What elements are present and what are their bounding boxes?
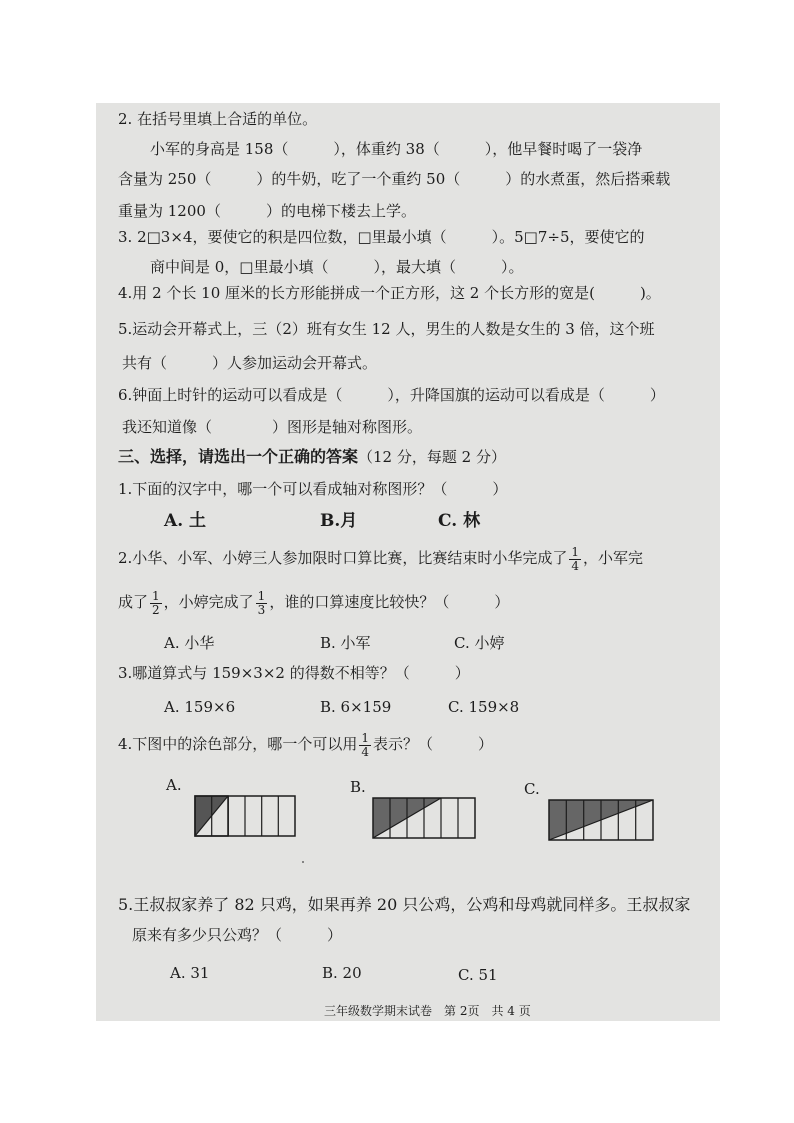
c4-question (118, 729, 493, 759)
c3-option-b: B. 6×159 (320, 698, 392, 716)
c2-fraction-3-numerator: 1 (257, 588, 266, 603)
c5-option-b: B. 20 (322, 964, 362, 982)
q2-line-1: 小军的身高是 158（ ），体重约 38（ ），他早餐时喝了一袋净 (150, 140, 643, 158)
exam-page (96, 103, 720, 1021)
c2-option-a: A. 小华 (164, 634, 215, 652)
c2-text-c: 成了 (118, 593, 149, 611)
speck (302, 861, 304, 863)
q2-title: 2. 在括号里填上合适的单位。 (118, 110, 318, 128)
c3-question: 3.哪道算式与 159×3×2 的得数不相等？（ ） (118, 664, 470, 682)
c2-fraction-3 (256, 590, 268, 617)
c2-question-line-1 (118, 543, 643, 573)
c4-figure-b (372, 797, 478, 839)
c4-fraction-denominator: 4 (361, 744, 369, 759)
section-3-score: （12 分，每题 2 分） (358, 448, 506, 466)
q5-line-1: 5.运动会开幕式上，三（2）班有女生 12 人，男生的人数是女生的 3 倍，这个班 (118, 320, 655, 338)
c2-text-a: 2.小华、小军、小婷三人参加限时口算比赛，比赛结束时小华完成了 (118, 549, 568, 567)
c2-text-b: ，小军完 (582, 549, 643, 567)
c2-fraction-1-numerator: 1 (571, 544, 579, 559)
c2-fraction-1 (569, 546, 581, 573)
c5-option-c: C. 51 (458, 966, 498, 984)
c1-option-b: B.月 (320, 511, 358, 531)
c4-text-a: 4.下图中的涂色部分，哪一个可以用 (118, 735, 358, 753)
page-footer: 三年级数学期末试卷 第 2页 共 4 页 (324, 1004, 531, 1018)
c5-option-a: A. 31 (170, 964, 210, 982)
c2-fraction-1-denominator: 4 (571, 558, 579, 573)
section-3-title: 三、选择，请选出一个正确的答案 (118, 447, 359, 466)
c4-text-b: 表示？（ ） (372, 735, 493, 753)
c4-option-b-label: B. (350, 778, 366, 796)
c2-fraction-3-denominator: 3 (257, 602, 266, 617)
q2-line-3: 重量为 1200（ ）的电梯下楼去上学。 (118, 202, 416, 220)
c2-question-line-2 (118, 587, 509, 617)
c1-option-a: A. 土 (164, 511, 207, 531)
c2-fraction-2 (150, 590, 162, 617)
c5-line-1: 5.王叔叔家养了 82 只鸡，如果再养 20 只公鸡，公鸡和母鸡就同样多。王叔叔家 (118, 895, 691, 914)
c4-option-a-label: A. (166, 776, 182, 794)
q3-line-2: 商中间是 0，□里最小填（ ），最大填（ ）。 (150, 258, 524, 276)
q6-line-1: 6.钟面上时针的运动可以看成是（ ），升降国旗的运动可以看成是（ ） (118, 386, 665, 404)
c4-fraction (359, 732, 371, 759)
c4-option-c-label: C. (524, 780, 540, 798)
c2-fraction-2-denominator: 2 (152, 602, 160, 617)
c3-option-c: C. 159×8 (448, 698, 520, 716)
q4-line-1: 4.用 2 个长 10 厘米的长方形能拼成一个正方形，这 2 个长方形的宽是( )。 (118, 284, 661, 302)
q2-line-2: 含量为 250（ ）的牛奶，吃了一个重约 50（ ）的水煮蛋，然后搭乘载 (118, 170, 671, 188)
c2-fraction-2-numerator: 1 (152, 588, 160, 603)
c1-question: 1.下面的汉字中，哪一个可以看成轴对称图形？（ ） (118, 480, 508, 498)
c4-figure-c (548, 799, 656, 841)
section-3-heading (118, 447, 506, 467)
c5-line-2: 原来有多少只公鸡？（ ） (132, 926, 343, 944)
c2-text-e: ，谁的口算速度比较快？（ ） (269, 593, 510, 611)
q5-line-2: 共有（ ）人参加运动会开幕式。 (122, 354, 378, 372)
q6-line-2: 我还知道像（ ）图形是轴对称图形。 (122, 418, 423, 436)
c1-option-c: C. 林 (438, 511, 481, 531)
c2-option-b: B. 小军 (320, 634, 371, 652)
c4-fraction-numerator: 1 (361, 730, 369, 745)
c3-option-a: A. 159×6 (164, 698, 236, 716)
c4-figure-a (194, 795, 298, 837)
c2-text-d: ，小婷完成了 (163, 593, 254, 611)
q3-line-1: 3. 2□3×4，要使它的积是四位数，□里最小填（ ）。5□7÷5，要使它的 (118, 228, 645, 246)
c2-option-c: C. 小婷 (454, 634, 505, 652)
